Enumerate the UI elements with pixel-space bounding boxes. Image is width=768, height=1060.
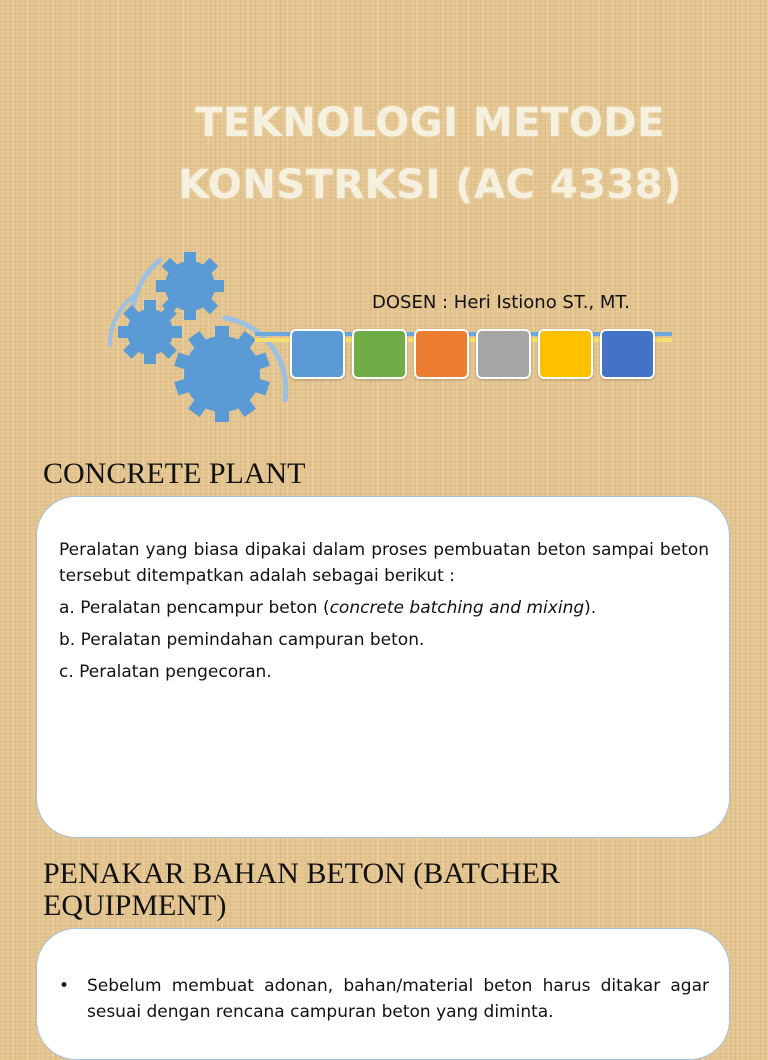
lecturer-label: DOSEN : Heri Istiono ST., MT. xyxy=(372,292,630,313)
title-line-2: KONSTRKSI (AC 4338) xyxy=(178,162,682,208)
swatch-green xyxy=(352,329,407,379)
swatch-blue xyxy=(290,329,345,379)
intro-paragraph: Peralatan yang biasa dipakai dalam proses pembuatan beton sampai beton tersebut ditempatkan adalah sebagai berikut : xyxy=(59,540,709,586)
heading-line-1: PENAKAR BAHAN BETON (BATCHER xyxy=(43,857,560,890)
list-item-b: b. Peralatan pemindahan campuran beton. xyxy=(59,630,425,650)
title-line-1: TEKNOLOGI METODE xyxy=(195,100,665,146)
swatch-gray xyxy=(476,329,531,379)
section-heading-concrete-plant: CONCRETE PLANT xyxy=(43,457,306,490)
heading-line-2: EQUIPMENT) xyxy=(43,889,227,922)
item-a-italic: concrete batching and mixing xyxy=(329,598,585,618)
gear-small-left-icon xyxy=(118,300,182,364)
item-a-prefix: a. Peralatan pencampur beton ( xyxy=(59,598,330,618)
slide-title xyxy=(150,92,710,216)
list-item-a xyxy=(59,595,709,621)
section-heading-batcher-equipment xyxy=(43,858,683,922)
swatch-dark-blue xyxy=(600,329,655,379)
bullet-text: Sebelum membuat adonan, bahan/material beton harus ditakar agar sesuai dengan rencana campuran beton yang diminta. xyxy=(87,976,709,1022)
swatch-gold xyxy=(538,329,593,379)
content-box-concrete-plant xyxy=(36,496,730,838)
color-swatches xyxy=(290,329,655,379)
list-item xyxy=(59,973,709,1025)
item-a-suffix: ). xyxy=(584,598,597,618)
bullet-icon: • xyxy=(59,976,70,996)
content-box-batcher xyxy=(36,928,730,1060)
swatch-orange xyxy=(414,329,469,379)
list-item-c: c. Peralatan pengecoran. xyxy=(59,662,272,682)
